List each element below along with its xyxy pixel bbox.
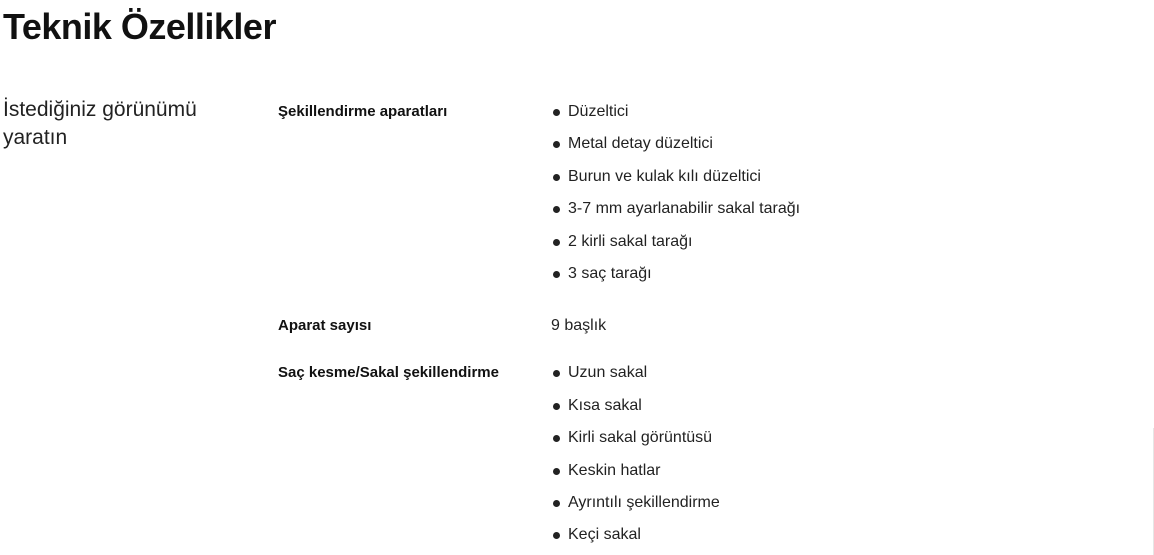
section-heading: İstediğiniz görünümü yaratın <box>3 98 197 149</box>
bullet-icon <box>553 206 560 213</box>
spec-list <box>551 98 1138 292</box>
bullet-icon <box>553 468 560 475</box>
list-item-text: Kirli sakal görüntüsü <box>568 429 713 447</box>
bullet-icon <box>553 141 560 148</box>
list-item-text: 3-7 mm ayarlanabilir sakal tarağı <box>568 200 801 218</box>
list-item-text: Kısa sakal <box>568 396 642 414</box>
spec-value: 9 başlık <box>551 317 607 335</box>
spec-row-attachment-count <box>278 312 1138 340</box>
list-item <box>551 130 1138 162</box>
list-item-text: Keskin hatlar <box>568 461 661 479</box>
spec-row-styling-attachments <box>278 98 1138 292</box>
list-item <box>551 392 1138 424</box>
list-item-text: Metal detay düzeltici <box>568 135 713 153</box>
bullet-icon <box>553 271 560 278</box>
page-title: Teknik Özellikler <box>3 6 276 47</box>
spec-label: Saç kesme/Sakal şekillendirme <box>278 364 499 382</box>
list-item <box>551 424 1138 456</box>
bullet-icon <box>553 403 560 410</box>
bullet-icon <box>553 239 560 246</box>
list-item-text: Keçi sakal <box>568 526 641 544</box>
bullet-icon <box>553 532 560 539</box>
list-item <box>551 457 1138 489</box>
bullet-icon <box>553 435 560 442</box>
spec-row-haircut-beard <box>278 359 1138 553</box>
list-item-text: 2 kirli sakal tarağı <box>568 232 693 250</box>
spec-label: Aparat sayısı <box>278 317 372 335</box>
list-item-text: Düzeltici <box>568 103 629 120</box>
list-item-text: Ayrıntılı şekillendirme <box>568 493 720 511</box>
list-item <box>551 98 1138 130</box>
spec-value <box>551 359 1138 553</box>
spec-label: Şekillendirme aparatları <box>278 103 448 120</box>
list-item <box>551 489 1138 521</box>
list-item <box>551 260 1138 292</box>
spec-table <box>278 98 1138 554</box>
list-item <box>551 359 1138 391</box>
list-item <box>551 163 1138 195</box>
list-item <box>551 228 1138 260</box>
spec-list <box>551 359 1138 553</box>
bullet-icon <box>553 500 560 507</box>
bullet-icon <box>553 174 560 181</box>
list-item <box>551 195 1138 227</box>
list-item <box>551 521 1138 553</box>
list-item-text: Burun ve kulak kılı düzeltici <box>568 167 761 185</box>
list-item-text: Uzun sakal <box>568 364 648 382</box>
list-item-text: 3 saç tarağı <box>568 264 652 282</box>
spec-value <box>551 98 1138 292</box>
bullet-icon <box>553 370 560 377</box>
bullet-icon <box>553 109 560 116</box>
